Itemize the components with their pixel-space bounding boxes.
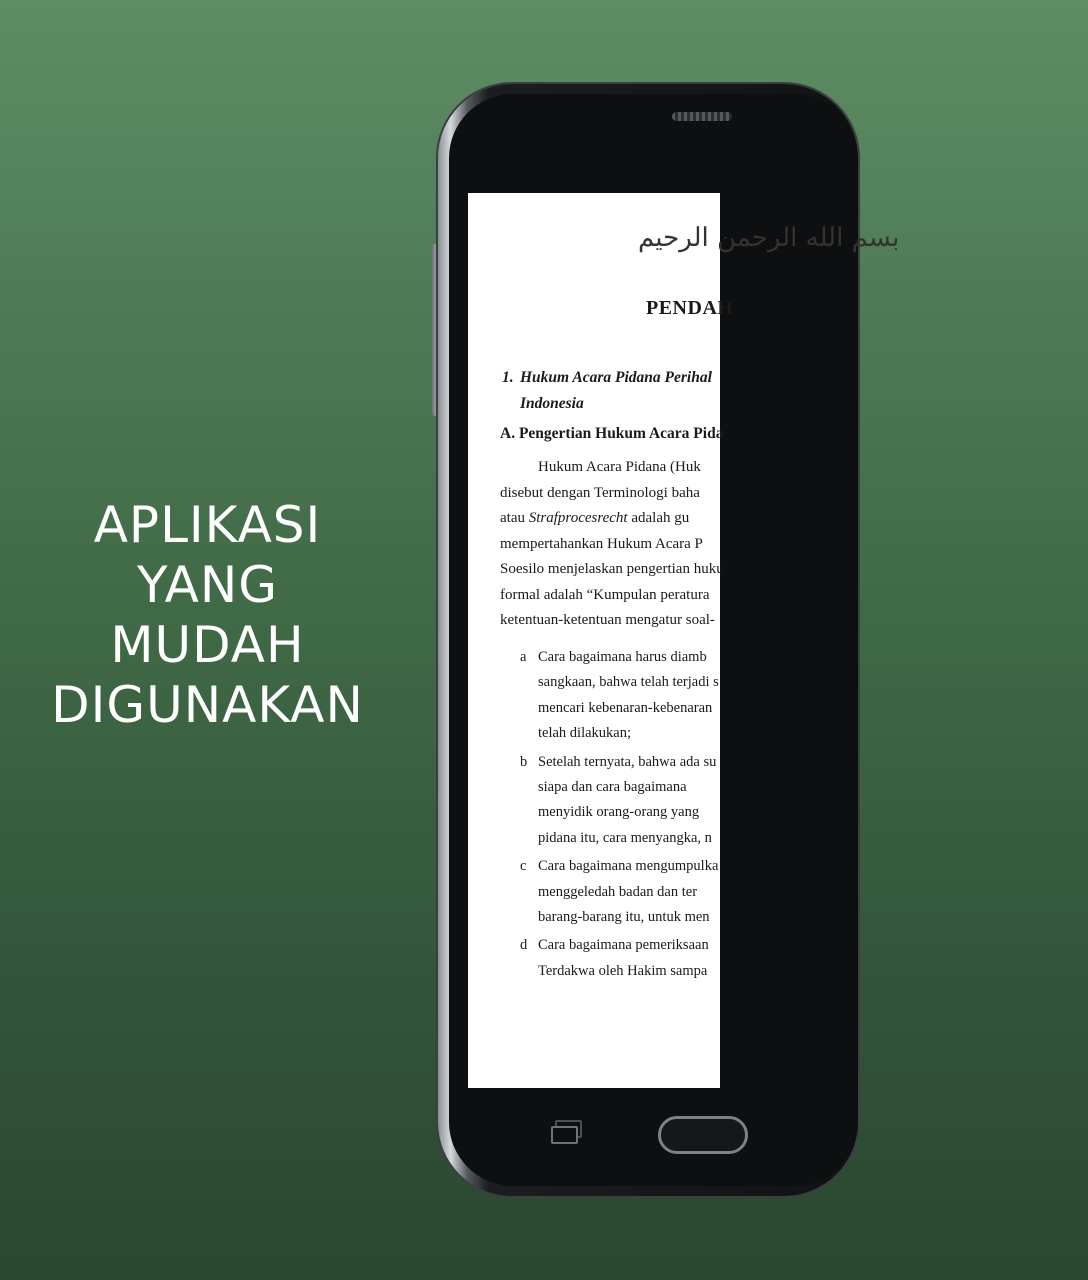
list-line: menyidik orang-orang yang (538, 804, 700, 821)
para-text: atau (500, 510, 529, 526)
list-line: pidana itu, cara menyangka, n (538, 829, 712, 846)
list-line: Terdakwa oleh Hakim sampa (538, 962, 708, 979)
subsection-title: A. Pengertian Hukum Acara Pida (500, 425, 724, 442)
recent-apps-icon[interactable] (551, 1120, 584, 1144)
promo-headline (0, 495, 415, 735)
para-line (500, 506, 724, 532)
promo-line-1: APLIKASI (93, 496, 322, 554)
list-line: Cara bagaimana pemeriksaan (538, 937, 709, 954)
list-line: mencari kebenaran-kebenaran (538, 699, 713, 716)
promo-line-3: MUDAH (110, 616, 305, 674)
section-title-line-1: Hukum Acara Pidana Perihal (520, 369, 712, 386)
recent-apps-icon-front (551, 1126, 578, 1144)
section-title-line-2: Indonesia (520, 395, 584, 412)
promo-line-2: YANG (136, 556, 278, 614)
list-marker: a (520, 649, 527, 665)
list-item (520, 645, 719, 747)
list-line: Setelah ternyata, bahwa ada su (538, 753, 717, 770)
para-line: formal adalah “Kumpulan peratura (500, 586, 710, 603)
para-line: disebut dengan Terminologi baha (500, 484, 700, 501)
para-line: ketentuan-ketentuan mengatur soal- (500, 612, 715, 628)
list-line: menggeledah badan dan ter (538, 883, 698, 900)
section-title (502, 365, 712, 417)
list-line: siapa dan cara bagaimana (538, 779, 687, 796)
body-paragraph (500, 455, 724, 634)
para-text: adalah gu (627, 510, 690, 526)
list-line: barang-barang itu, untuk men (538, 909, 710, 926)
chapter-title: PENDAH (646, 297, 734, 319)
list-line: telah dilakukan; (538, 725, 632, 742)
promo-line-4: DIGUNAKAN (51, 676, 364, 734)
list-marker: d (520, 937, 528, 954)
list-item (520, 750, 719, 852)
para-italic-term: Strafprocesrecht (528, 510, 628, 526)
phone-screen[interactable] (468, 193, 900, 1088)
list-item (520, 933, 719, 984)
document-list (520, 645, 719, 987)
list-item (520, 854, 719, 930)
list-line: Cara bagaimana harus diamb (538, 649, 707, 665)
list-line: Cara bagaimana mengumpulka (538, 858, 719, 875)
para-line: mempertahankan Hukum Acara P (500, 535, 703, 552)
section-number: 1. (502, 369, 514, 386)
home-button[interactable] (658, 1116, 748, 1154)
list-marker: c (520, 858, 527, 875)
phone-speaker (672, 112, 732, 121)
para-line: Soesilo menjelaskan pengertian huku (500, 561, 724, 577)
list-line: sangkaan, bahwa telah terjadi s (538, 674, 719, 691)
list-marker: b (520, 753, 528, 770)
para-line: Hukum Acara Pidana (Huk (538, 459, 701, 475)
basmala-calligraphy: بسم الله الرحمن الرحيم (638, 223, 900, 253)
